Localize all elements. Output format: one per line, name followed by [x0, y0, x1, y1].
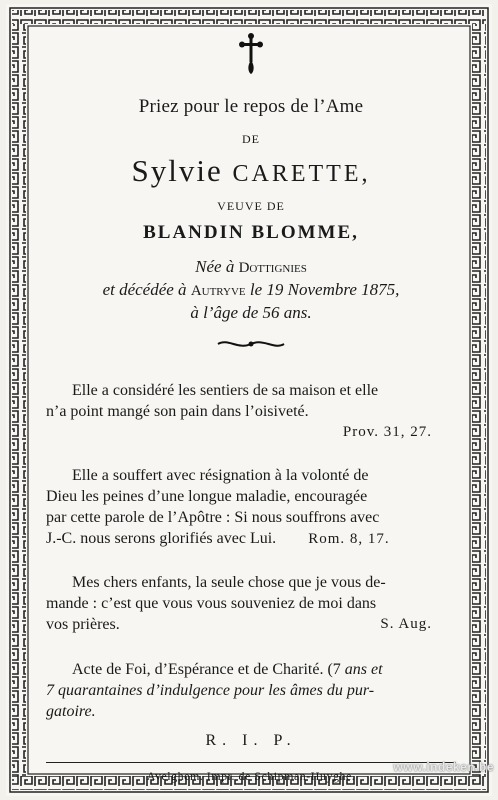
- p2-line4-text: J.-C. nous serons glorifiés avec Lui.: [46, 530, 277, 547]
- p4-line1: [46, 659, 456, 680]
- birth-prefix: Née à: [195, 257, 235, 276]
- de-label: DE: [242, 132, 260, 146]
- age-line: à l’âge de 56 ans.: [190, 303, 312, 322]
- last-name: CARETTE,: [232, 161, 371, 187]
- prayer-intro: Priez pour le repos de l’Ame: [138, 96, 364, 117]
- p1-reference: Prov. 31, 27.: [342, 424, 432, 440]
- p3-reference: S. Aug.: [380, 616, 432, 632]
- paragraph-augustine: [46, 572, 456, 635]
- p3-line3-row: [46, 614, 456, 635]
- p2-line3: par cette parole de l’Apôtre : Si nous souffrons avec: [46, 509, 380, 526]
- paragraph-proverbs: [46, 380, 456, 443]
- p3-line1: Mes chers enfants, la seule chose que je vous de-: [72, 574, 386, 591]
- rip-text: R. I. P.: [205, 732, 297, 749]
- husband-name: BLANDIN BLOMME,: [143, 222, 359, 243]
- p1-line1: Elle a considéré les sentiers de sa maison et elle: [72, 382, 379, 399]
- paragraph-apostle: [46, 465, 456, 550]
- death-prefix: et décédée à: [102, 280, 187, 299]
- watermark: www.indeken.be: [393, 760, 494, 774]
- p3-line2: mande : c’est que vous vous souveniez de moi dans: [46, 595, 377, 612]
- widow-label: VEUVE DE: [217, 199, 285, 213]
- paragraph-indulgence: [46, 659, 456, 722]
- p4-line1-a: Acte de Foi, d’Espérance et de Charité. (7: [72, 661, 341, 678]
- cross-icon: [239, 32, 263, 76]
- p2-line1: Elle a souffert avec résignation à la volonté de: [72, 467, 369, 484]
- death-date: le 19 Novembre 1875,: [249, 280, 400, 299]
- ornament-divider: [216, 338, 286, 350]
- p2-line4: [46, 528, 456, 550]
- p3-line3: vos prières.: [46, 616, 120, 633]
- first-name: Sylvie: [131, 153, 223, 188]
- card-content: [46, 32, 456, 784]
- p2-reference: Rom. 8, 17.: [308, 531, 390, 547]
- memorial-card: [6, 4, 492, 796]
- death-place: Autryve: [190, 283, 246, 299]
- birth-line: [46, 256, 456, 279]
- p4-line1-b: ans et: [344, 661, 383, 678]
- p2-line2: Dieu les peines d’une longue maladie, encouragée: [46, 488, 368, 505]
- p4-line2: 7 quarantaines d’indulgence pour les âmes du pur-: [46, 682, 375, 699]
- p1-line2: n’a point mangé son pain dans l’oisiveté.: [46, 403, 309, 420]
- deceased-name: [46, 153, 456, 189]
- birth-place: Dottignies: [238, 260, 307, 276]
- printer-credit: Avelghem. Impr. de Schipman-Huyghe.: [146, 769, 356, 783]
- p4-line3: gatoire.: [46, 703, 96, 720]
- death-line: [46, 279, 456, 302]
